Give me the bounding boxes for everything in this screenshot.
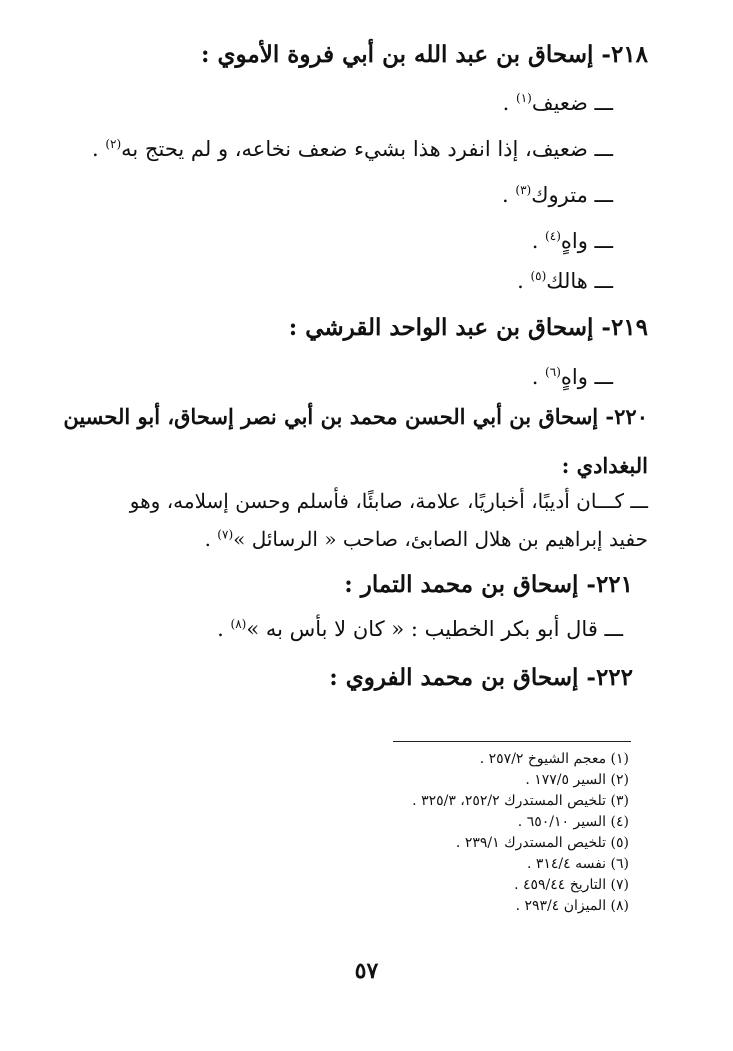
footnote: (٥) تلخيص المستدرك ٢٣٩/١ . — [455, 835, 629, 851]
entry-line: ـــ قال أبو بكر الخطيب : « كان لا بأس به »$^{(٨)}$ . — [217, 617, 623, 641]
entry-line: حفيد إبراهيم بن هلال الصابئ، صاحب « الرسائل »$^{(٧)}$ . — [204, 527, 648, 551]
entry-line: ـــ واهٍ$^{(٤)}$ . — [531, 229, 613, 253]
entry-line: ـــ هالك$^{(٥)}$ . — [517, 269, 613, 293]
entry-heading-221: ٢٢١- إسحاق بن محمد التمار : — [344, 571, 633, 598]
entry-heading-220: ٢٢٠- إسحاق بن أبي الحسن محمد بن أبي نصر إسحاق، أبو الحسين — [63, 404, 648, 429]
entry-line: ـــ ضعيف$^{(١)}$ . — [502, 91, 613, 115]
footnote: (٢) السير ١٧٧/٥ . — [525, 772, 629, 788]
footnote: (١) معجم الشيوخ ٢٥٧/٢ . — [479, 751, 629, 767]
entry-line: ـــ كـــان أديبًا، أخباريًا، علامة، صابئًا، فأسلم وحسن إسلامه، وهو — [129, 489, 648, 513]
entry-heading-219: ٢١٩- إسحاق بن عبد الواحد القرشي : — [288, 314, 648, 341]
entry-heading-220-cont: البغدادي : — [561, 453, 648, 478]
entry-line: ـــ متروك$^{(٣)}$ . — [502, 183, 613, 207]
entry-line: ـــ ضعيف، إذا انفرد هذا بشيء ضعف نخاعه، و لم يحتج به$^{(٢)}$ . — [91, 137, 613, 161]
entry-line: ـــ واهٍ$^{(٦)}$ . — [531, 365, 613, 389]
footnote: (٣) تلخيص المستدرك ٢٥٢/٢، ٣٢٥/٣ . — [412, 793, 629, 809]
footnote-divider — [393, 741, 631, 742]
footnote: (٨) الميزان ٢٩٣/٤ . — [515, 898, 629, 914]
footnote: (٤) السير ٦٥٠/١٠ . — [517, 814, 629, 830]
entry-heading-222: ٢٢٢- إسحاق بن محمد الفروي : — [329, 664, 633, 691]
entry-heading-218: ٢١٨- إسحاق بن عبد الله بن أبي فروة الأموي : — [201, 41, 648, 68]
footnote: (٧) التاريخ ٤٥٩/٤٤ . — [514, 877, 629, 893]
footnote: (٦) نفسه ٣١٤/٤ . — [526, 856, 629, 872]
page-number: ٥٧ — [354, 958, 379, 984]
